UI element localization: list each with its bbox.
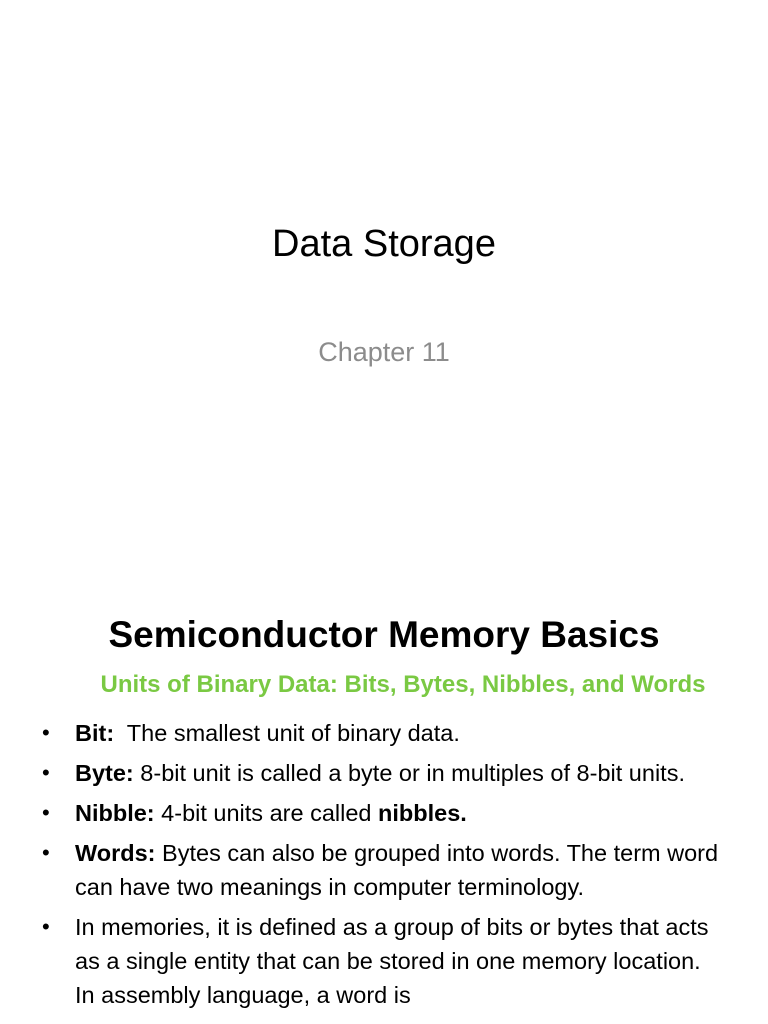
bullet-term: Nibble: — [75, 800, 155, 826]
bullet-item-words — [42, 836, 722, 904]
bullet-text: 8-bit unit is called a byte or in multiples of 8-bit units. — [133, 760, 685, 786]
bullet-icon: • — [42, 720, 50, 745]
slide-subheading: Units of Binary Data: Bits, Bytes, Nibbles, and Words — [100, 671, 706, 698]
bullet-item-memories — [42, 910, 722, 1012]
bullet-text: The smallest unit of binary data. — [114, 720, 460, 746]
slide-subtitle: Chapter 11 — [318, 337, 450, 367]
bullet-item-nibble — [42, 796, 722, 830]
bullet-term: Byte: — [75, 760, 134, 786]
bullet-icon: • — [42, 840, 50, 865]
content-slide — [0, 576, 768, 1024]
bullet-text: 4-bit units are called — [154, 800, 379, 826]
slide-title: Semiconductor Memory Basics — [108, 614, 660, 655]
bullet-icon: • — [42, 914, 50, 939]
bullet-item-byte — [42, 756, 722, 790]
bullet-icon: • — [42, 800, 50, 825]
slide-title: Data Storage — [272, 223, 496, 265]
bullet-text: In memories, it is defined as a group of bits or bytes that acts as a single entity that can be stored in one memory location. In assembly language, a word is — [75, 914, 709, 1008]
bullet-term: Words: — [75, 840, 156, 866]
bullet-text: Bytes can also be grouped into words. The term word can have two meanings in computer terminology. — [75, 840, 719, 900]
bullet-icon: • — [42, 760, 50, 785]
bullet-term: Bit: — [75, 720, 115, 746]
bullet-emphasis: nibbles. — [378, 800, 467, 826]
bullet-list — [42, 716, 722, 1018]
bullet-item-bit — [42, 716, 722, 750]
